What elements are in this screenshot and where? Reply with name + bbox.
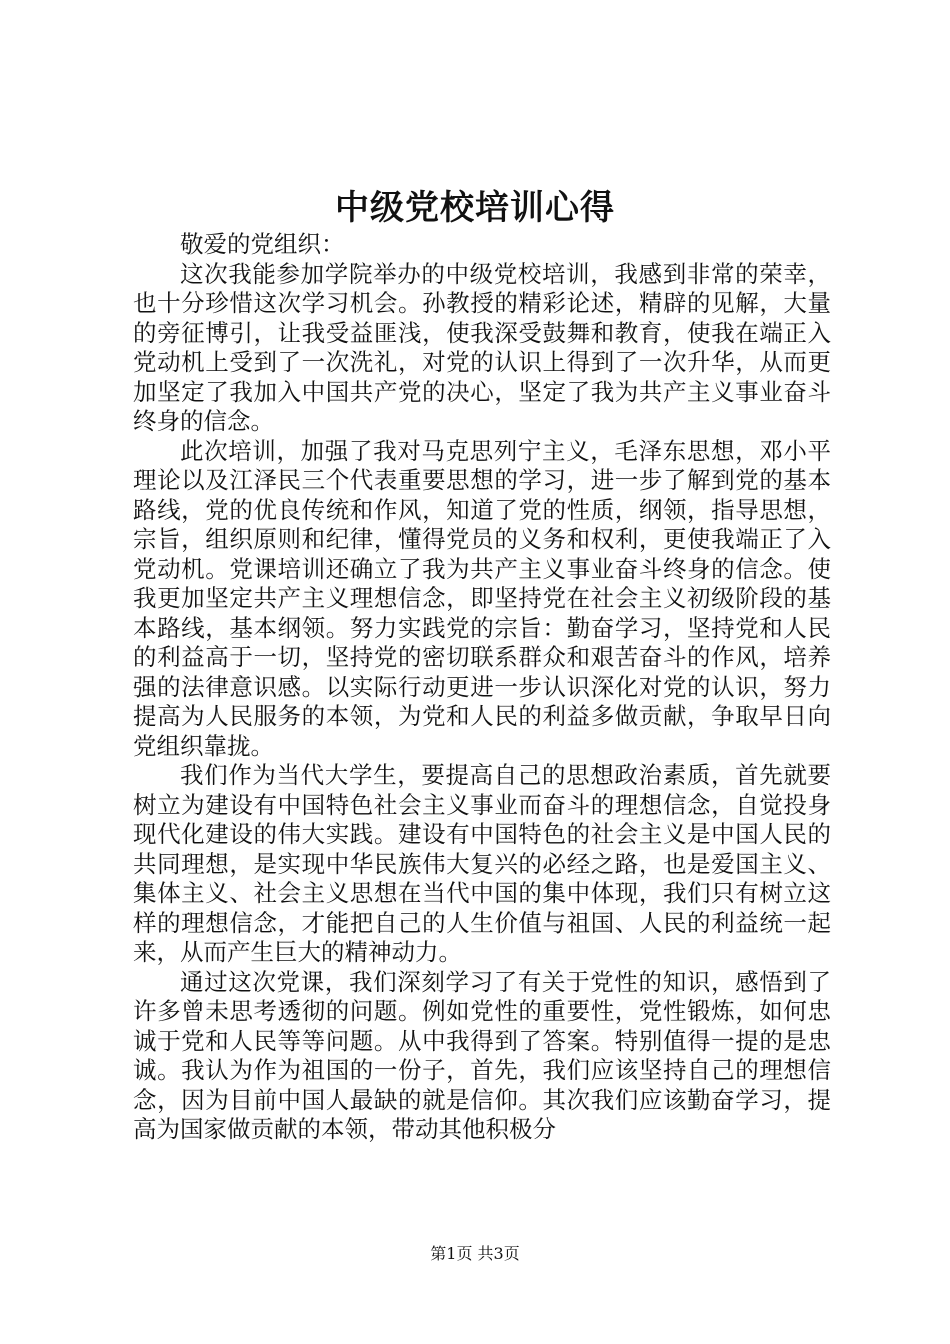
- paragraph-4: 通过这次党课，我们深刻学习了有关于党性的知识，感悟到了许多曾未思考透彻的问题。例如党性的重要性，党性锻炼，如何忠诚于党和人民等等问题。从中我得到了答案。特别值得一提的是忠诚。我认为作为祖国的一份子，首先，我们应该坚持自己的理想信念，因为目前中国人最缺的就是信仰。其次我们应该勤奋学习，提高为国家做贡献的本领，带动其他积极分: [133, 967, 831, 1143]
- page-footer: 第1页 共3页: [430, 1244, 520, 1263]
- document-body: [133, 230, 831, 1145]
- salutation: 敬爱的党组织：: [180, 230, 345, 258]
- paragraph-1: 这次我能参加学院举办的中级党校培训，我感到非常的荣幸，也十分珍惜这次学习机会。孙教授的精彩论述，精辟的见解，大量的旁征博引，让我受益匪浅，使我深受鼓舞和教育，使我在端正入党动机上受到了一次洗礼，对党的认识上得到了一次升华，从而更加坚定了我加入中国共产党的决心，坚定了我为共产主义事业奋斗终身的信念。: [133, 259, 831, 435]
- paragraph-3: 我们作为当代大学生，要提高自己的思想政治素质，首先就要树立为建设有中国特色社会主义事业而奋斗的理想信念，自觉投身现代化建设的伟大实践。建设有中国特色的社会主义是中国人民的共同理想，是实现中华民族伟大复兴的必经之路，也是爱国主义、集体主义、社会主义思想在当代中国的集中体现，我们只有树立这样的理想信念，才能把自己的人生价值与祖国、人民的利益统一起来，从而产生巨大的精神动力。: [133, 761, 831, 966]
- document-title: 中级党校培训心得: [335, 188, 615, 228]
- paragraph-2: 此次培训，加强了我对马克思列宁主义，毛泽东思想，邓小平理论以及江泽民三个代表重要思想的学习，进一步了解到党的基本路线，党的优良传统和作风，知道了党的性质，纲领，指导思想，宗旨，组织原则和纪律，懂得党员的义务和权利，更使我端正了入党动机。党课培训还确立了我为共产主义事业奋斗终身的信念。使我更加坚定共产主义理想信念，即坚持党在社会主义初级阶段的基本路线，基本纲领。努力实践党的宗旨：勤奋学习，坚持党和人民的利益高于一切，坚持党的密切联系群众和艰苦奋斗的作风，培养强的法律意识感。以实际行动更进一步认识深化对党的认识，努力提高为人民服务的本领，为党和人民的利益多做贡献，争取早日向党组织靠拢。: [133, 436, 831, 760]
